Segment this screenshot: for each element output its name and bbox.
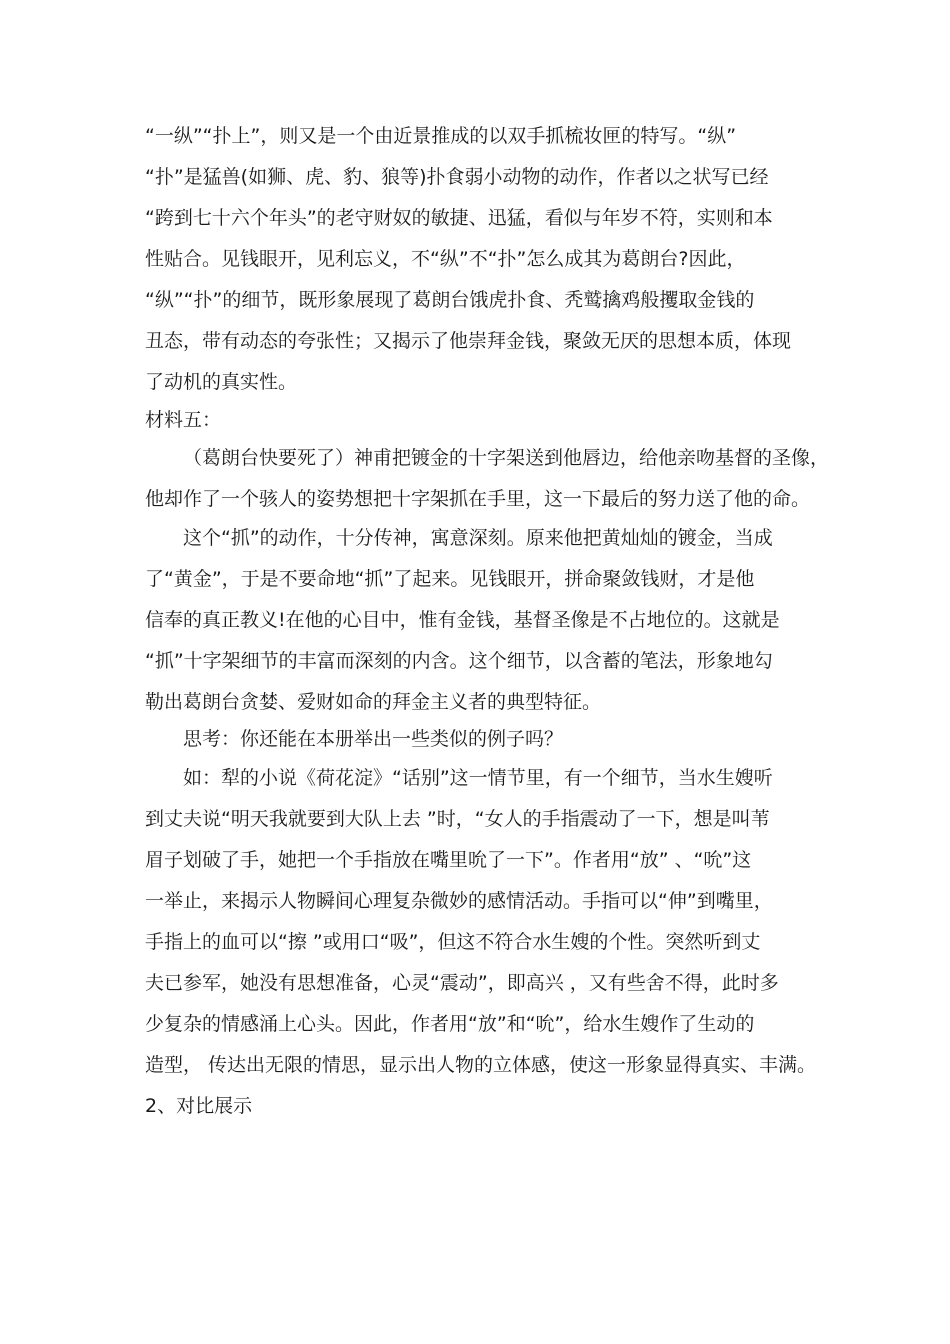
text-line: 了动机的真实性。 bbox=[145, 371, 298, 393]
text-line: 如：犁的小说《荷花淀》“话别”这一情节里，有一个细节，当水生嫂听 bbox=[183, 767, 773, 789]
text-line: “扑”是猛兽(如狮、虎、豹、狼等)扑食弱小动物的动作，作者以之状写已经 bbox=[145, 166, 769, 188]
text-line: 到丈夫说“明天我就要到大队上去 ”时，“女人的手指震动了一下，想是叫苇 bbox=[145, 808, 770, 830]
text-line: 他却作了一个骇人的姿势想把十字架抓在手里，这一下最后的努力送了他的命。 bbox=[145, 488, 811, 510]
text-line: （葛朗台快要死了）神甫把镀金的十字架送到他唇边，给他亲吻基督的圣像， bbox=[183, 447, 830, 469]
text-line: 这个“抓”的动作，十分传神，寓意深刻。原来他把黄灿灿的镀金，当成 bbox=[183, 527, 773, 549]
text-line: 少复杂的情感涌上心头。因此，作者用“放”和“吮”，给水生嫂作了生动的 bbox=[145, 1013, 755, 1035]
text-line: 丑态，带有动态的夸张性；又揭示了他崇拜金钱，聚敛无厌的思想本质，体现 bbox=[145, 330, 792, 352]
text-line: “纵”“扑”的细节，既形象展现了葛朗台饿虎扑食、秃鹫擒鸡般攫取金钱的 bbox=[145, 289, 755, 311]
text-line: 一举止，来揭示人物瞬间心理复杂微妙的感情活动。手指可以“伸”到嘴里， bbox=[145, 890, 773, 912]
text-line: “一纵”“扑上”，则又是一个由近景推成的以双手抓梳妆匣的特写。“纵” bbox=[145, 125, 737, 147]
text-line: 勒出葛朗台贪婪、爱财如命的拜金主义者的典型特征。 bbox=[145, 691, 602, 713]
text-line: 信奉的真正教义!在他的心目中，惟有金钱，基督圣像是不占地位的。这就是 bbox=[145, 609, 780, 631]
text-line: 思考：你还能在本册举出一些类似的例子吗？ bbox=[183, 728, 564, 750]
text-line: 手指上的血可以“擦 ”或用口“吸”，但这不符合水生嫂的个性。突然听到丈 bbox=[145, 931, 761, 953]
section-heading: 2、对比展示 bbox=[145, 1095, 253, 1117]
text-line: 造型， 传达出无限的情思，显示出人物的立体感，使这一形象显得真实、丰满。 bbox=[145, 1054, 817, 1076]
text-line: 了“黄金”，于是不要命地“抓”了起来。见钱眼开，拼命聚敛钱财，才是他 bbox=[145, 568, 755, 590]
section-heading: 材料五： bbox=[145, 409, 222, 431]
text-line: “跨到七十六个年头”的老守财奴的敏捷、迅猛，看似与年岁不符，实则和本 bbox=[145, 207, 773, 229]
text-line: 眉子划破了手，她把一个手指放在嘴里吮了一下”。作者用“放” 、“吮”这 bbox=[145, 849, 752, 871]
text-line: “抓”十字架细节的丰富而深刻的内含。这个细节，以含蓄的笔法，形象地勾 bbox=[145, 650, 773, 672]
text-line: 性贴合。见钱眼开，见利忘义，不“纵”不“扑”怎么成其为葛朗台?因此， bbox=[145, 248, 746, 270]
text-line: 夫已参军，她没有思想准备，心灵“震动”，即高兴 ，又有些舍不得，此时多 bbox=[145, 972, 779, 994]
